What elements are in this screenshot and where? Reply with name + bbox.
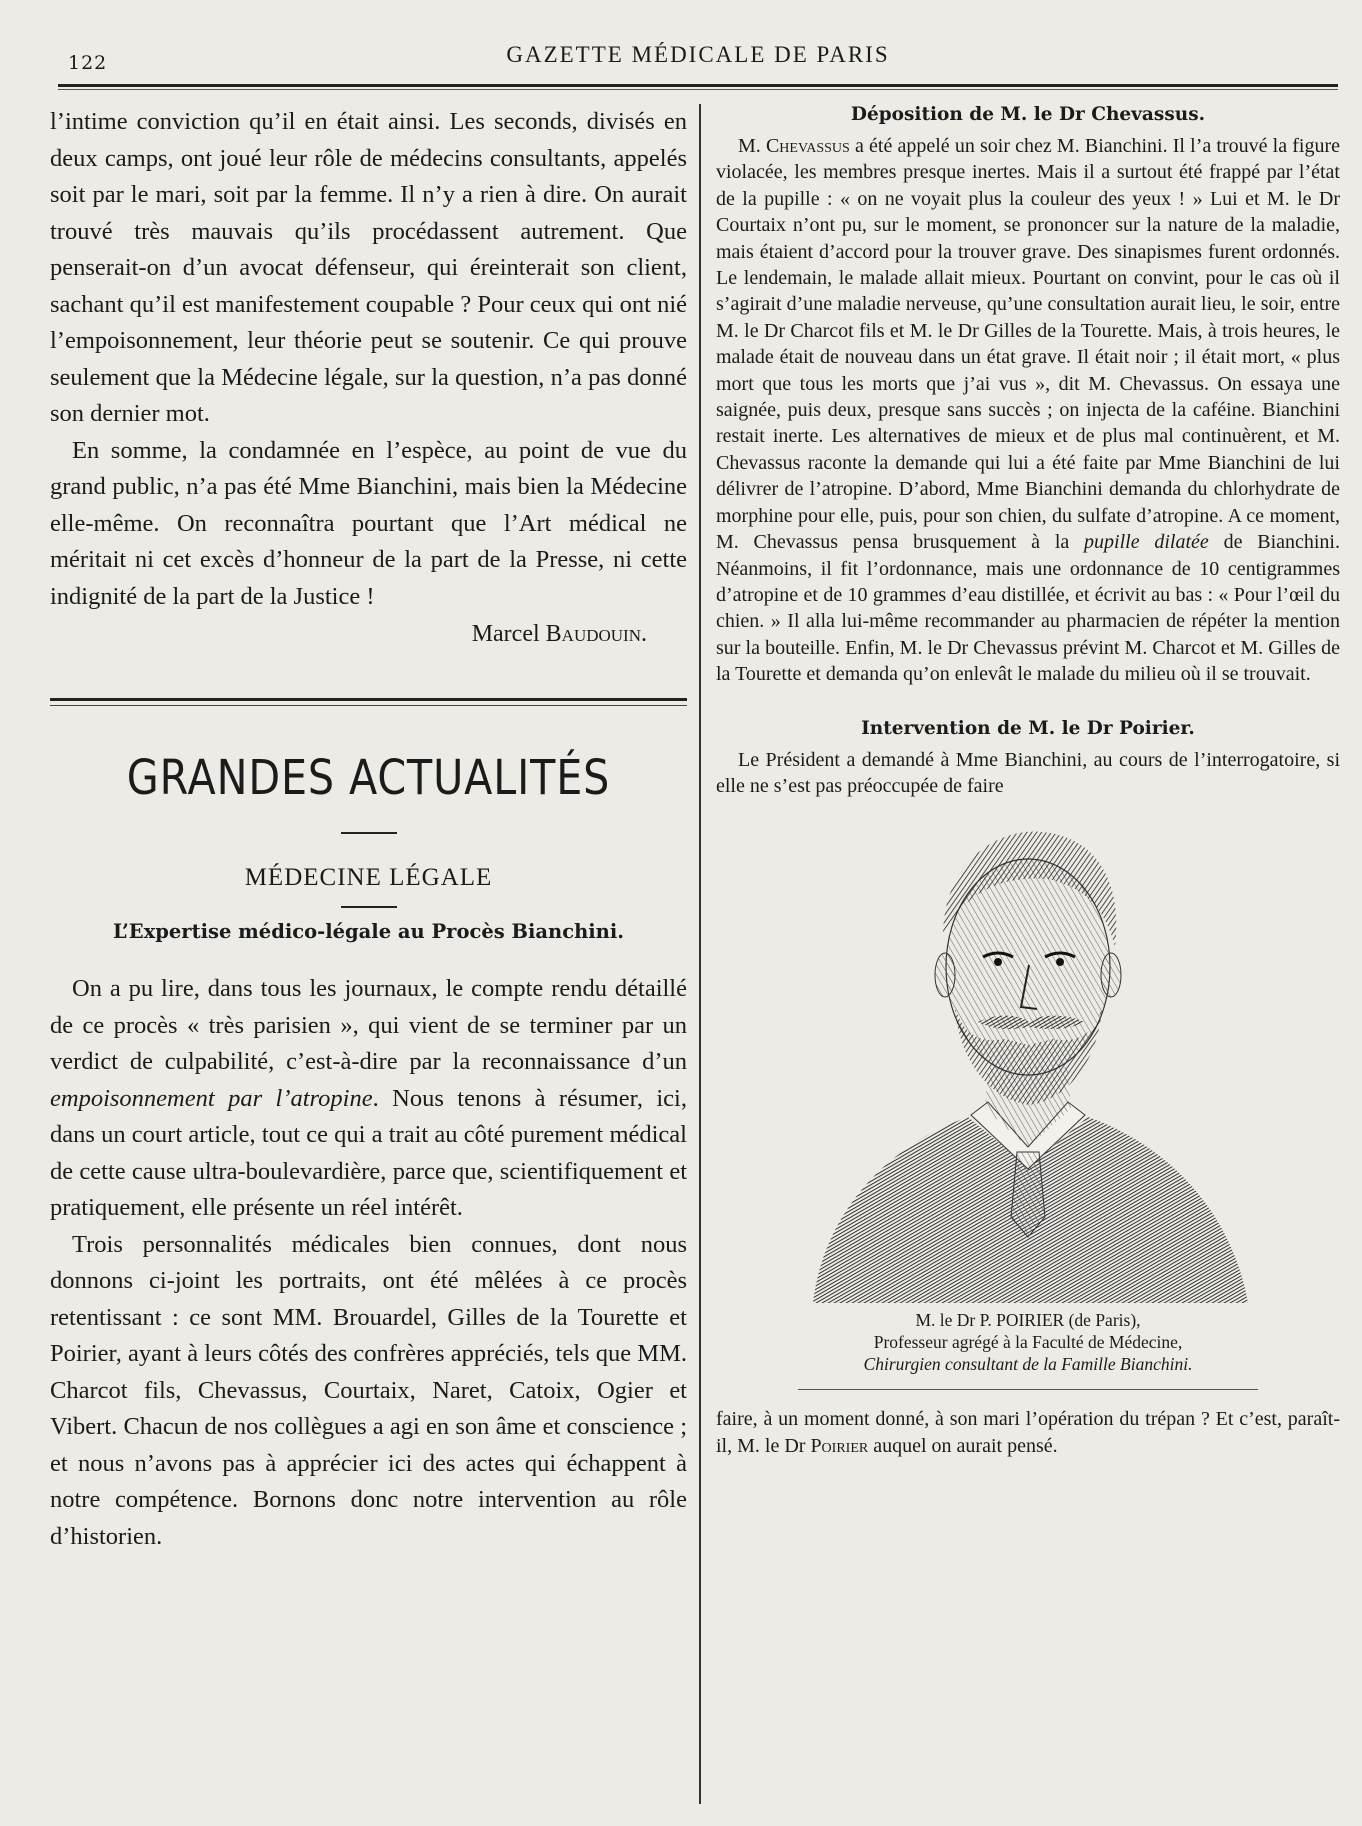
chevassus-text-a: M.	[738, 135, 766, 157]
paragraph-intro	[50, 971, 687, 1227]
caption-line-1: M. le Dr P. POIRIER (de Paris),	[915, 1310, 1141, 1331]
caption-rule	[798, 1389, 1258, 1390]
header-rule-thin	[58, 89, 1338, 90]
trepan-text-b: auquel on aurait pensé.	[868, 1434, 1058, 1457]
page-number: 122	[68, 52, 108, 74]
chevassus-emphasis: pupille dilatée	[1084, 531, 1209, 554]
running-head	[58, 38, 1338, 78]
header-rule	[58, 84, 1338, 87]
column-divider	[699, 104, 701, 1804]
paragraph-conclusion: En somme, la condamnée en l’espèce, au point de vue du grand public, n’a pas été Mme Bianchini, mais bien la Médecine elle-même. On reconnaîtra pourtant que l’Art médical ne méritait ni cet excès d’honneur de la part de la Presse, ni cette indignité de la part de la Justice !	[50, 436, 687, 610]
section-title: GRANDES ACTUALITÉS	[126, 750, 611, 806]
left-column	[50, 104, 687, 1555]
portrait-engraving	[793, 817, 1263, 1303]
article-title: L’Expertise médico-légale au Procès Bianchini.	[112, 920, 625, 943]
intro-emphasis: empoisonnement par l’atropine	[50, 1084, 373, 1112]
rubric-rule	[341, 906, 397, 908]
paragraph-chevassus	[716, 133, 1340, 688]
signature-last-name: Baudouin.	[545, 621, 647, 647]
paragraph-poirier: Le Président a demandé à Mme Bianchini, au cours de l’interrogatoire, si elle ne s’est pas préoccupée de faire	[716, 748, 1340, 797]
author-signature	[50, 621, 687, 648]
section-rule-thin	[50, 705, 687, 706]
journal-title: GAZETTE MÉDICALE DE PARIS	[506, 42, 890, 67]
rubric-title: MÉDECINE LÉGALE	[244, 864, 493, 891]
portrait-illustration	[793, 817, 1263, 1303]
trepan-text-a: faire, à un moment donné, à son mari l’opération du trépan ? Et c’est, paraît-il, M. le Dr	[716, 1408, 1340, 1457]
chevassus-name: Chevassus	[765, 135, 850, 157]
intro-text-b: . Nous tenons à résumer, ici, dans un court article, tout ce qui a trait au côté purement médical de cette cause ultra-boulevardière, parce que, scientifiquement et pratiquement, elle présente un réel intérêt.	[50, 1084, 687, 1221]
signature-first-name: Marcel	[471, 621, 540, 647]
paragraph-continuation: l’intime conviction qu’il en était ainsi. Les seconds, divisés en deux camps, ont joué leur rôle de médecins consultants, appelés soit par le mari, soit par la femme. Il n’y a rien à dire. On aurait trouvé très mauvais qu’ils procédassent autrement. Que penserait-on d’un avocat défenseur, qui éreinterait son client, sachant qu’il est manifestement coupable ? Pour ceux qui ont nié l’empoisonnement, leur théorie peut se soutenir. Ce qui prouve seulement que la Médecine légale, sur la question, n’a pas donné son dernier mot.	[50, 108, 687, 427]
poirier-name: Poirier	[810, 1434, 869, 1457]
intro-text-a: On a pu lire, dans tous les journaux, le compte rendu détaillé de ce procès « très parisien », qui vient de se terminer par un verdict de culpabilité, c’est-à-dire par la reconnaissance d’un	[50, 975, 687, 1075]
chevassus-text-c: de Bianchini. Néanmoins, il fit l’ordonnance, mais une ordonnance de 10 centigrammes d’atropine et de 10 grammes d’eau distillée, et écrivit au bas : « Pour l’œil du chien. » Il alla lui-même recommander au pharmacien de répéter la mention sur la bouteille. Enfin, M. le Dr Chevassus prévint M. Charcot et M. Gilles de la Tourette et demanda qu’on enlevât le malade du milieu où il se trouvait.	[716, 531, 1340, 686]
caption-line-2: Professeur agrégé à la Faculté de Médecine,	[873, 1332, 1183, 1353]
section-rule	[50, 698, 687, 701]
caption-line-3: Chirurgien consultant de la Famille Bianchini.	[863, 1354, 1193, 1375]
right-column	[716, 104, 1340, 1459]
paragraph-trepan	[716, 1406, 1340, 1459]
chevassus-text-b: a été appelé un soir chez M. Bianchini. Il l’a trouvé la figure violacée, les membres presque inertes. Mais il a surtout été frappé par l’état de la pupille : « on ne voyait plus la couleur des yeux ! » Lui et M. le Dr Courtaix n’ont pu, sur le moment, se prononcer sur la nature de la maladie, mais étaient d’accord pour la trouver grave. Des sinapismes furent ordonnés. Le lendemain, le malade allait mieux. Pourtant on convint, pour le cas où il s’agirait d’une maladie nerveuse, qu’une consultation aurait lieu, le soir, entre M. le Dr Charcot fils et M. le Dr Gilles de la Tourette. Mais, à trois heures, le malade était de nouveau dans un état grave. Il était noir ; il était mort, « plus mort que tous les morts que j’ai vus », dit M. Chevassus. On essaya une saignée, puis deux, presque sans succès ; on injecta de la caféine. Bianchini restait inerte. Les alternatives de mieux et de plus mal continuèrent, et M. Chevassus raconte la demande qui lui a été faite par Mme Bianchini de lui délivrer de l’atropine. D’abord, Mme Bianchini demanda du chlorhydrate de morphine pour elle, puis, pour son chien, du sulfate d’atropine. A ce moment, M. Chevassus pensa brusquement à la	[716, 135, 1340, 554]
title-rule	[341, 832, 397, 834]
heading-chevassus: Déposition de M. le Dr Chevassus.	[850, 104, 1206, 125]
paragraph-personalities: Trois personnalités médicales bien connues, dont nous donnons ci-joint les portraits, ont été mêlées à ce procès retentissant : ce sont MM. Brouardel, Gilles de la Tourette et Poirier, ayant à leurs côtés des confrères appréciés, tels que MM. Charcot fils, Chevassus, Courtaix, Naret, Catoix, Ogier et Vibert. Chacun de nos collègues a agi en son âme et conscience ; et nous n’avons pas à apprécier ici des actes qui échappent à notre compétence. Bornons donc notre intervention au rôle d’historien.	[50, 1230, 687, 1550]
heading-poirier: Intervention de M. le Dr Poirier.	[861, 717, 1195, 739]
portrait-caption	[716, 1309, 1340, 1375]
